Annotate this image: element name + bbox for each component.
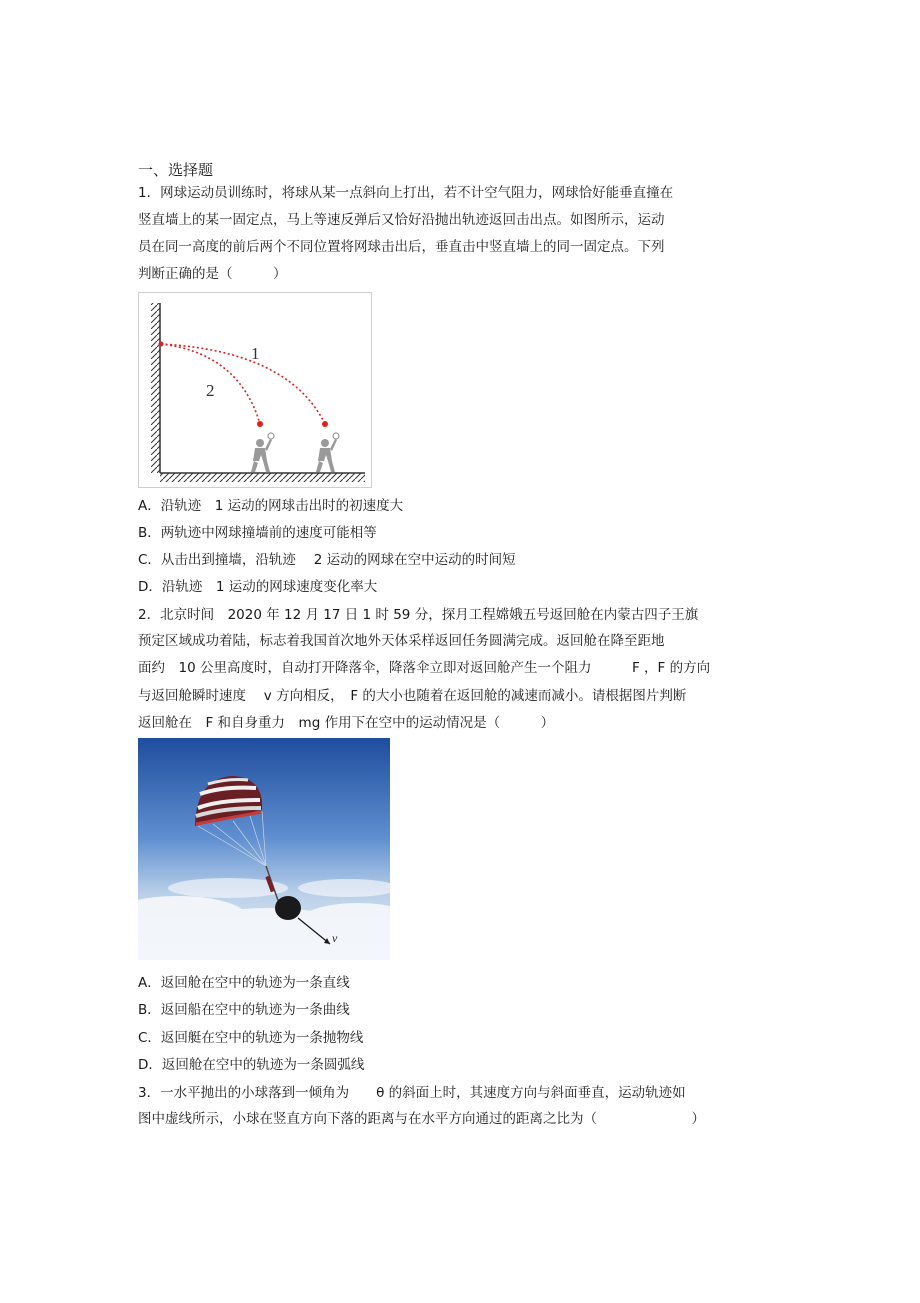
impact-point	[159, 342, 164, 347]
q1-option-c: C．从击出到撞墙，沿轨迹 2 运动的网球在空中运动的时间短	[138, 552, 516, 568]
q2-stem-line-5: 返回舱在 F 和自身重力 mg 作用下在空中的运动情况是（ ）	[138, 715, 555, 731]
q2-option-b: B．返回船在空中的轨迹为一条曲线	[138, 1002, 350, 1018]
q3-stem-line-1: 3．一水平抛出的小球落到一倾角为 θ 的斜面上时，其速度方向与斜面垂直，运动轨迹如	[138, 1085, 686, 1101]
capsule-illustration	[138, 738, 390, 960]
trajectory-2-label: 2	[206, 381, 215, 400]
q2-option-a: A．返回舱在空中的轨迹为一条直线	[138, 975, 350, 991]
section-heading: 一、选择题	[138, 161, 214, 179]
ball-1	[322, 421, 328, 427]
trajectory-1-label: 1	[251, 344, 260, 363]
q1-stem-line-2: 竖直墙上的某一固定点，马上等速反弹后又恰好沿抛出轨迹返回击出点。如图所示，运动	[138, 212, 665, 228]
q2-option-d: D．返回舱在空中的轨迹为一条圆弧线	[138, 1057, 365, 1073]
q1-stem-line-4: 判断正确的是（ ）	[138, 266, 287, 282]
q2-stem-line-1: 2．北京时间 2020 年 12 月 17 日 1 时 59 分，探月工程嫦娥五号返回舱在内蒙古四子王旗	[138, 607, 699, 623]
trajectory-1	[161, 344, 325, 424]
q1-stem-line-1: 1．网球运动员训练时，将球从某一点斜向上打出，若不计空气阻力，网球恰好能垂直撞在	[138, 185, 674, 201]
q2-stem-line-3: 面约 10 公里高度时，自动打开降落伞，降落伞立即对返回舱产生一个阻力 F ，F 的方向	[138, 660, 711, 676]
capsule-icon	[275, 896, 301, 920]
q1-option-b: B．两轨迹中网球撞墙前的速度可能相等	[138, 525, 377, 541]
q1-option-a: A．沿轨迹 1 运动的网球击出时的初速度大	[138, 498, 404, 514]
q2-option-c: C．返回艇在空中的轨迹为一条抛物线	[138, 1030, 364, 1046]
tennis-trajectory-figure	[138, 292, 372, 488]
capsule-parachute-photo	[138, 738, 390, 960]
q3-stem-line-2: 图中虚线所示，小球在竖直方向下落的距离与在水平方向通过的距离之比为（ ）	[138, 1111, 705, 1127]
q1-option-d: D．沿轨迹 1 运动的网球速度变化率大	[138, 579, 378, 595]
velocity-label: v	[332, 931, 338, 945]
player-2-icon	[316, 433, 339, 472]
q2-stem-line-4: 与返回舱瞬时速度 v 方向相反， F 的大小也随着在返回舱的减速而减小。请根据图片判断	[138, 688, 687, 704]
q2-stem-line-2: 预定区域成功着陆，标志着我国首次地外天体采样返回任务圆满完成。返回舱在降至距地	[138, 633, 665, 649]
q1-stem-line-3: 员在同一高度的前后两个不同位置将网球击出后，垂直击中竖直墙上的同一固定点。下列	[138, 239, 665, 255]
tennis-diagram	[139, 293, 371, 487]
wall-hatch	[151, 303, 160, 473]
ball-2	[257, 421, 263, 427]
ground-hatch	[160, 473, 365, 482]
clouds	[138, 878, 390, 960]
player-1-icon	[251, 433, 274, 472]
